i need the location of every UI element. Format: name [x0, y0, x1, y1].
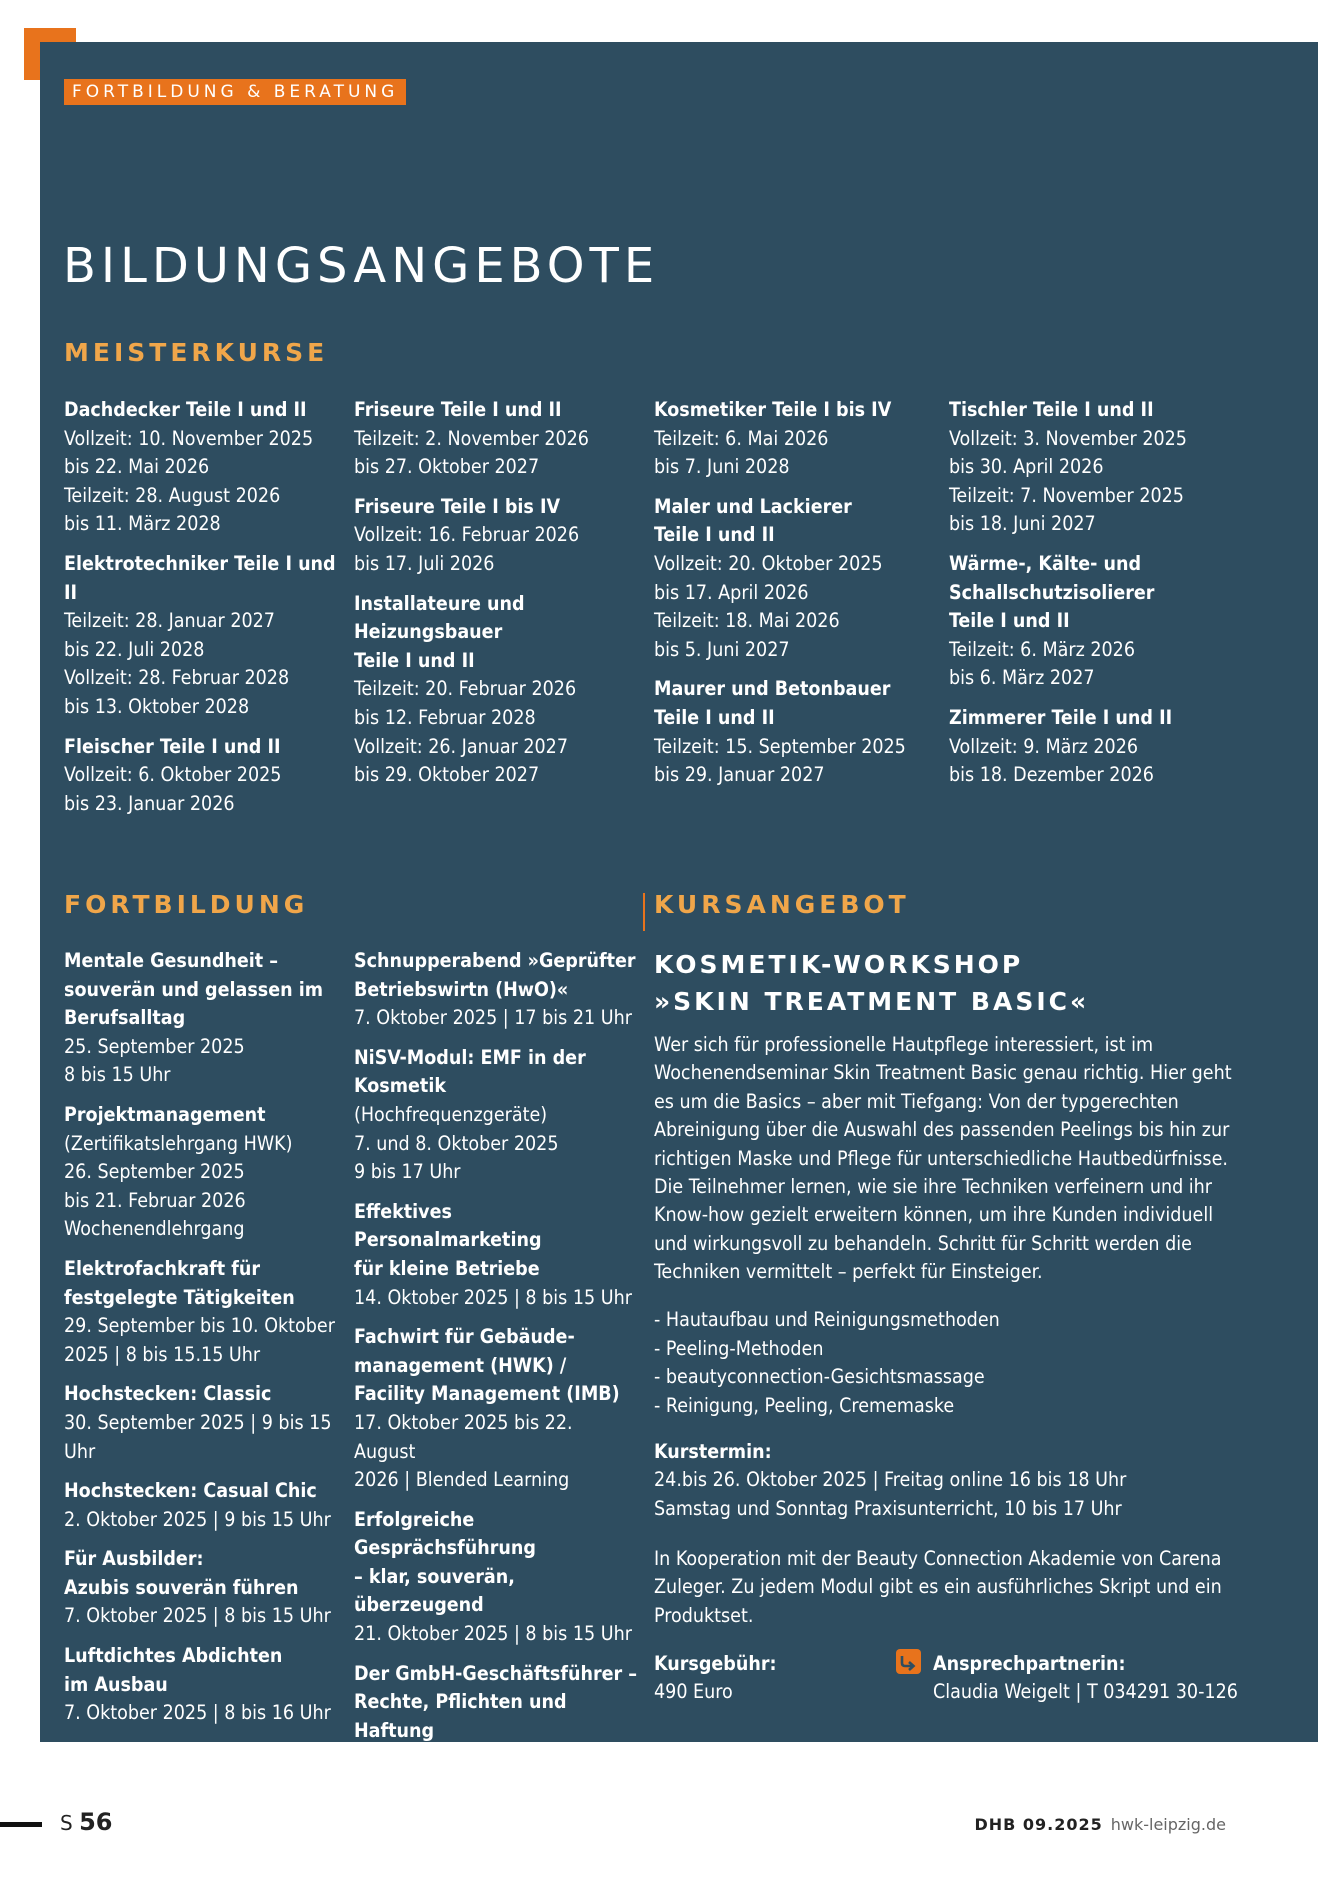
workshop-title: KOSMETIK-WORKSHOP »SKIN TREATMENT BASIC« — [654, 950, 1090, 1016]
list-item: - beautyconnection-Gesichtsmassage — [654, 1365, 985, 1389]
course-title: Maler und Lackierer Teile I und II — [654, 494, 852, 547]
course-dates: 21. Oktober 2025 | 8 bis 15 Uhr — [354, 1622, 632, 1646]
list-item — [64, 1545, 349, 1631]
course-dates: Vollzeit: 20. Oktober 2025 bis 17. April 2026 Teilzeit: 18. Mai 2026 bis 5. Juni 2027 — [654, 551, 883, 661]
list-item — [64, 1642, 349, 1728]
workshop-intro: Wer sich für professionelle Hautpflege interessiert, ist im Wochenendseminar Skin Treatment Basic genau richtig. Hier geht es um die Basics – aber mit Tiefgang: Von der typgerechten Abreinigung über die Auswahl des passenden Peelings bis hin zur richtigen Maske und Pflege für unterschiedliche Hautbedürfnisse. Die Teilnehmer lernen, wie sie ihre Techniken verfeinern und ihr Know-how gezielt erweitern können, um ihre Kunden individuell und wirkungsvoll zu behandeln. Schritt für Schritt werden die Techniken vermittelt – perfekt für Einsteiger. — [654, 1033, 1232, 1284]
course-dates: 23. Oktober 2025 | 8 bis 15 Uhr — [354, 1747, 632, 1771]
list-item: - Reinigung, Peeling, Crememaske — [654, 1393, 955, 1417]
course-dates: 30. September 2025 | 9 bis 15 Uhr — [64, 1410, 332, 1463]
kursangebot-heading: KURSANGEBOT — [654, 890, 910, 919]
meisterkurse-column-4 — [949, 396, 1229, 801]
course-dates: Vollzeit: 3. November 2025 bis 30. April 2026 Teilzeit: 7. November 2025 bis 18. Juni 2027 — [949, 426, 1187, 536]
course-title: Wärme-, Kälte- und Schallschutzisolierer Teile I und II — [949, 551, 1155, 633]
course-dates: Vollzeit: 16. Februar 2026 bis 17. Juli 2026 — [354, 523, 580, 575]
workshop-contact — [933, 1650, 1238, 1707]
course-title: Luftdichtes Abdichten im Ausbau — [64, 1644, 283, 1696]
course-title: Friseure Teile I bis IV — [354, 494, 561, 518]
list-item — [64, 733, 344, 819]
date-label: Kurstermin: — [654, 1440, 772, 1463]
course-dates: Teilzeit: 6. März 2026 bis 6. März 2027 — [949, 637, 1135, 690]
course-dates: Teilzeit: 2. November 2026 bis 27. Oktober 2027 — [354, 426, 589, 479]
course-title: Dachdecker Teile I und II — [64, 398, 307, 421]
list-item — [354, 396, 644, 482]
list-item — [949, 704, 1229, 790]
list-item — [354, 1323, 639, 1495]
course-dates: 24. bis 26. Oktober 2025 — [354, 1844, 573, 1868]
arrow-right-icon — [896, 1649, 921, 1674]
list-item — [64, 1255, 349, 1369]
list-item — [354, 1044, 639, 1187]
list-item — [64, 396, 344, 539]
course-dates: Teilzeit: 28. Januar 2027 bis 22. Juli 2028 Vollzeit: 28. Februar 2028 bis 13. Oktober 2028 — [64, 609, 290, 718]
list-item — [949, 550, 1229, 693]
list-item — [354, 1660, 639, 1774]
list-item — [64, 1101, 349, 1244]
list-item — [354, 493, 644, 579]
date-text: 24.bis 26. Oktober 2025 | Freitag online 16 bis 18 Uhr Samstag und Sonntag Praxisunterricht, 10 bis 17 Uhr — [654, 1468, 1127, 1520]
issue-label: DHB 09.2025 — [974, 1815, 1103, 1834]
meisterkurse-column-2 — [354, 396, 644, 801]
course-title: Effektives Personalmarketing für kleine Betriebe — [354, 1199, 542, 1280]
course-title: Mentale Gesundheit – souverän und gelassen im Berufsalltag — [64, 949, 324, 1030]
course-dates: Teilzeit: 15. September 2025 bis 29. Januar 2027 — [654, 734, 906, 787]
course-dates: Vollzeit: 6. Oktober 2025 bis 23. Januar 2026 — [64, 763, 282, 815]
course-dates: 17. Oktober 2025 bis 22. August 2026 | Blended Learning — [354, 1410, 573, 1492]
course-dates: 29. September bis 10. Oktober 2025 | 8 bis 15.15 Uhr — [64, 1314, 335, 1366]
course-title: Installateure und Heizungsbauer Teile I und II — [354, 591, 525, 672]
course-title: Zimmerer Teile I und II — [949, 705, 1173, 729]
course-title: Projektmanagement — [64, 1102, 266, 1126]
meisterkurse-heading: MEISTERKURSE — [64, 338, 329, 367]
course-title: Hochstecken: Casual Chic — [64, 1479, 317, 1503]
course-title: Für Ausbilder: Azubis souverän führen — [64, 1547, 299, 1599]
list-item: - Peeling-Methoden — [654, 1336, 824, 1360]
course-dates: 7. und 8. Oktober 2025 9 bis 17 Uhr — [354, 1131, 559, 1184]
workshop-cooperation: In Kooperation mit der Beauty Connection Akademie von Carena Zuleger. Zu jedem Modul gibt es ein ausführliches Skript und ein Produktset. — [654, 1547, 1222, 1627]
list-item — [354, 947, 639, 1033]
course-title: Erfolgreiche Gesprächsführung – klar, souverän, überzeugend — [354, 1507, 536, 1617]
course-dates: 14. Oktober 2025 | 8 bis 15 Uhr — [354, 1285, 632, 1309]
course-dates: 2. Oktober 2025 | 9 bis 15 Uhr — [64, 1507, 331, 1531]
course-dates: 7. Oktober 2025 | 17 bis 21 Uhr — [354, 1006, 632, 1030]
workshop-topics — [654, 1306, 1000, 1420]
workshop-fee — [654, 1650, 854, 1707]
course-title: Der GmbH-Geschäftsführer – Rechte, Pflichten und Haftung — [354, 1661, 638, 1742]
fee-label: Kursgebühr: — [654, 1652, 777, 1675]
course-title: Maurer und Betonbauer Teile I und II — [654, 677, 891, 729]
website-link[interactable]: hwk-leipzig.de — [1110, 1815, 1226, 1834]
list-item — [64, 550, 344, 722]
course-title: Elektrofachkraft für festgelegte Tätigkeiten — [64, 1256, 295, 1309]
course-dates: Teilzeit: 6. Mai 2026 bis 7. Juni 2028 — [654, 426, 829, 479]
list-item — [354, 590, 644, 790]
fortbildung-column-1 — [64, 947, 349, 1739]
course-dates: 25. September 2025 8 bis 15 Uhr — [64, 1034, 245, 1087]
course-title: Friseure Teile I und II — [354, 398, 562, 421]
contact-value: Claudia Weigelt | T 034291 30-126 — [933, 1680, 1238, 1704]
list-item — [354, 1785, 639, 1871]
course-dates: Vollzeit: 10. November 2025 bis 22. Mai 2026 Teilzeit: 28. August 2026 bis 11. März 2028 — [64, 426, 314, 536]
list-item — [654, 396, 944, 482]
page-number-value: 56 — [79, 1808, 113, 1836]
course-dates: (Zertifikatslehrgang HWK) 26. September 2025 bis 21. Februar 2026 Wochenendlehrgang — [64, 1131, 293, 1241]
meisterkurse-column-3 — [654, 396, 944, 801]
course-dates: 7. Oktober 2025 | 8 bis 16 Uhr — [64, 1701, 331, 1725]
course-title: Hochstecken: Classic — [64, 1382, 272, 1406]
list-item — [354, 1198, 639, 1312]
list-item — [654, 675, 944, 789]
list-item — [354, 1506, 639, 1649]
course-dates: 7. Oktober 2025 | 8 bis 15 Uhr — [64, 1604, 331, 1628]
list-item: - Hautaufbau und Reinigungsmethoden — [654, 1308, 1000, 1331]
page-number — [60, 1808, 112, 1836]
course-dates: Vollzeit: 9. März 2026 bis 18. Dezember 2026 — [949, 734, 1154, 787]
section-divider — [643, 893, 645, 931]
fee-value: 490 Euro — [654, 1680, 733, 1704]
list-item — [64, 1477, 349, 1534]
course-title: NiSV-Modul: EMF in der Kosmetik — [354, 1045, 586, 1098]
list-item — [64, 947, 349, 1090]
meisterkurse-column-1 — [64, 396, 344, 829]
course-title: Fleischer Teile I und II — [64, 734, 281, 758]
course-title: Fachwirt für Gebäude- management (HWK) / Facility Management (IMB) — [354, 1325, 620, 1406]
list-item — [64, 1380, 349, 1466]
page-prefix: S — [60, 1811, 73, 1835]
contact-label: Ansprechpartnerin: — [933, 1652, 1126, 1675]
list-item — [949, 396, 1229, 539]
page-title: BILDUNGSANGEBOTE — [63, 238, 660, 294]
course-dates: Teilzeit: 20. Februar 2026 bis 12. Februar 2028 Vollzeit: 26. Januar 2027 bis 29. Oktober 2027 — [354, 677, 577, 787]
course-title: Kosmetiker Teile I bis IV — [654, 398, 892, 421]
fortbildung-heading: FORTBILDUNG — [64, 890, 309, 919]
course-title: Schnupperabend »Geprüfter Betriebswirtn (HwO)« — [354, 949, 636, 1001]
footer-rule — [0, 1822, 42, 1827]
category-tag: FORTBILDUNG & BERATUNG — [64, 79, 406, 105]
course-title-suffix: (Hochfrequenzgeräte) — [354, 1102, 548, 1126]
list-item — [654, 493, 944, 665]
course-title: Elektrotechniker Teile I und II — [64, 551, 336, 604]
course-title: Tischler Teile I und II — [949, 398, 1154, 421]
fortbildung-column-2 — [354, 947, 639, 1882]
footer-info — [974, 1815, 1226, 1834]
workshop-dates — [654, 1438, 1234, 1523]
course-title: Kosmetik-Workshop »Skin Treatment Basic« — [354, 1787, 586, 1839]
